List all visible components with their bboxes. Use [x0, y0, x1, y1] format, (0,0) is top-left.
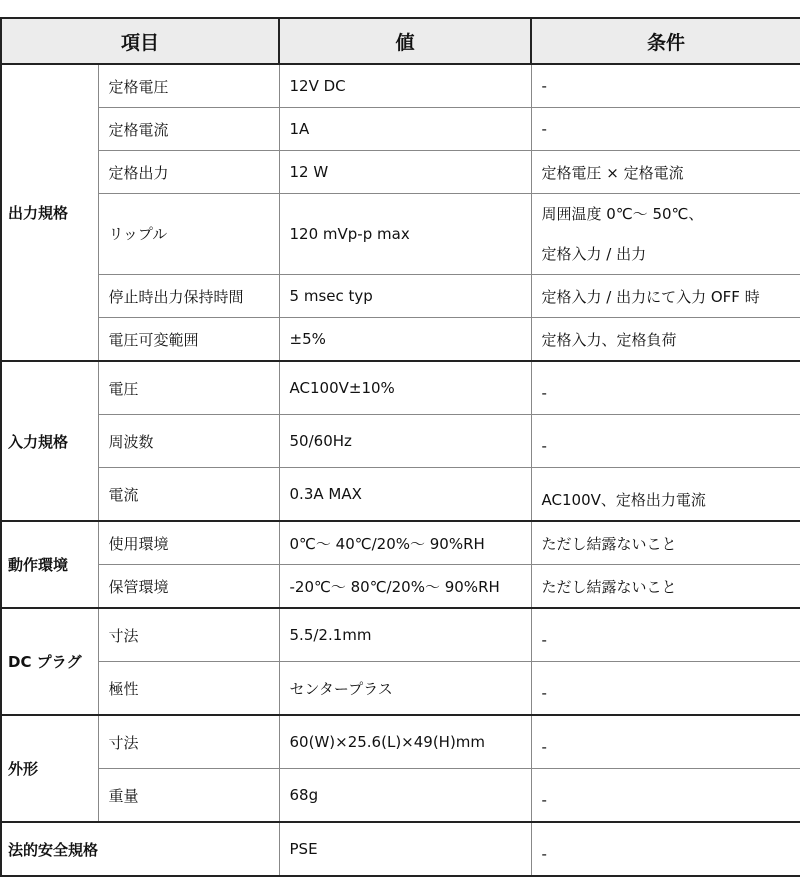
cond-line-1: 周囲温度 0℃～ 50℃、	[541, 205, 704, 223]
row-name: 極性	[98, 662, 279, 716]
row-name: 電圧	[98, 361, 279, 415]
row-value: 120 mVp-p max	[279, 194, 531, 275]
row-cond: -	[531, 415, 800, 468]
row-value: センタープラス	[279, 662, 531, 716]
row-cond: 定格入力 / 出力にて入力 OFF 時	[531, 275, 800, 318]
row-name: 停止時出力保持時間	[98, 275, 279, 318]
header-value: 値	[279, 18, 531, 64]
row-name: 電流	[98, 468, 279, 522]
table-row	[1, 151, 800, 194]
row-name: 保管環境	[98, 565, 279, 609]
table-row	[1, 608, 800, 662]
row-value: 12V DC	[279, 64, 531, 108]
row-value: 60(W)×25.6(L)×49(H)mm	[279, 715, 531, 769]
row-value: 1A	[279, 108, 531, 151]
row-name: 使用環境	[98, 521, 279, 565]
table-row	[1, 662, 800, 716]
group-label: 入力規格	[1, 361, 98, 521]
row-name: 定格出力	[98, 151, 279, 194]
table-row	[1, 361, 800, 415]
row-name: 寸法	[98, 715, 279, 769]
row-value: 5 msec typ	[279, 275, 531, 318]
table-row	[1, 521, 800, 565]
row-cond: -	[531, 715, 800, 769]
row-value: PSE	[279, 822, 531, 876]
row-cond: ただし結露ないこと	[531, 565, 800, 609]
row-value: 5.5/2.1mm	[279, 608, 531, 662]
table-row	[1, 64, 800, 108]
row-value: AC100V±10%	[279, 361, 531, 415]
group-label: 出力規格	[1, 64, 98, 361]
table-row	[1, 715, 800, 769]
row-name: 寸法	[98, 608, 279, 662]
row-name: 定格電流	[98, 108, 279, 151]
row-cond: ただし結露ないこと	[531, 521, 800, 565]
header-condition: 条件	[531, 18, 800, 64]
cond-line-2: 定格入力 / 出力	[541, 245, 647, 263]
row-cond: -	[531, 64, 800, 108]
row-value: 68g	[279, 769, 531, 823]
table-row	[1, 275, 800, 318]
row-value: -20℃～ 80℃/20%～ 90%RH	[279, 565, 531, 609]
row-cond: -	[531, 662, 800, 716]
row-name: 定格電圧	[98, 64, 279, 108]
row-cond: -	[531, 822, 800, 876]
table-row	[1, 769, 800, 823]
row-name: 重量	[98, 769, 279, 823]
table-row	[1, 194, 800, 275]
table-row	[1, 468, 800, 522]
spec-table	[0, 17, 800, 877]
header-row	[1, 18, 800, 64]
table-row	[1, 108, 800, 151]
row-cond: AC100V、定格出力電流	[531, 468, 800, 522]
row-value: 50/60Hz	[279, 415, 531, 468]
table-row	[1, 822, 800, 876]
row-value: 0.3A MAX	[279, 468, 531, 522]
row-value: ±5%	[279, 318, 531, 362]
row-cond: 定格電圧 × 定格電流	[531, 151, 800, 194]
row-cond: -	[531, 361, 800, 415]
row-name: 電圧可変範囲	[98, 318, 279, 362]
group-label: 外形	[1, 715, 98, 822]
row-cond: -	[531, 608, 800, 662]
row-cond: -	[531, 769, 800, 823]
row-value: 12 W	[279, 151, 531, 194]
row-cond: 定格入力、定格負荷	[531, 318, 800, 362]
row-value: 0℃～ 40℃/20%～ 90%RH	[279, 521, 531, 565]
table-row	[1, 565, 800, 609]
row-cond	[531, 194, 800, 275]
group-label: 法的安全規格	[1, 822, 279, 876]
row-cond: -	[531, 108, 800, 151]
group-label: 動作環境	[1, 521, 98, 608]
row-name: 周波数	[98, 415, 279, 468]
row-name: リップル	[98, 194, 279, 275]
group-label: DC プラグ	[1, 608, 98, 715]
header-item: 項目	[1, 18, 279, 64]
table-row	[1, 415, 800, 468]
table-row	[1, 318, 800, 362]
